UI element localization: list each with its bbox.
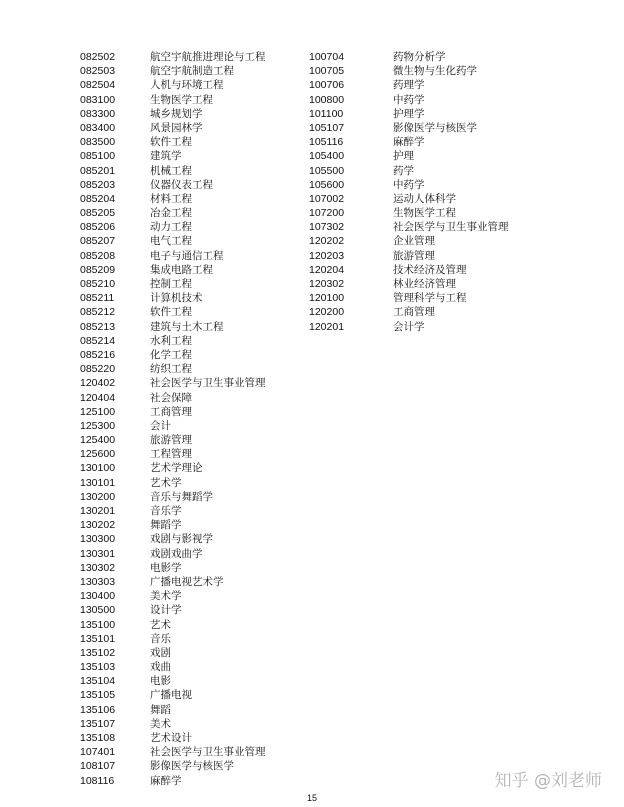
major-code: 100704 [309, 51, 345, 63]
major-name: 技术经济及管理 [393, 263, 467, 276]
list-item [80, 220, 266, 234]
major-name: 设计学 [150, 604, 182, 617]
major-name: 麻醉学 [150, 774, 182, 787]
major-name: 电子与通信工程 [150, 249, 224, 262]
major-name: 生物医学工程 [150, 93, 213, 106]
list-item [309, 164, 509, 178]
major-code: 085214 [80, 334, 116, 347]
list-item [309, 249, 509, 263]
list-item [309, 277, 509, 291]
major-code: 083400 [80, 121, 116, 134]
major-name: 旅游管理 [393, 249, 435, 262]
list-item [80, 447, 266, 461]
major-name: 控制工程 [150, 278, 192, 290]
list-item [309, 93, 509, 107]
major-name: 戏剧戏曲学 [150, 547, 203, 560]
list-item [309, 220, 509, 234]
major-code: 100800 [309, 93, 345, 106]
list-item [80, 149, 266, 163]
list-item [80, 249, 266, 263]
major-name: 中药学 [393, 93, 425, 106]
list-item [80, 206, 266, 220]
right-column [309, 50, 509, 334]
major-name: 艺术设计 [150, 732, 192, 744]
list-item [80, 603, 266, 617]
list-item [80, 419, 266, 433]
major-name: 戏剧与影视学 [150, 533, 213, 546]
list-item [80, 362, 266, 376]
major-name: 电影学 [150, 561, 182, 574]
major-code: 120203 [309, 249, 345, 262]
major-code: 083500 [80, 136, 116, 149]
major-name: 舞蹈学 [150, 519, 182, 532]
major-name: 美术学 [150, 590, 182, 603]
major-name: 会计学 [393, 320, 425, 333]
major-name: 建筑学 [150, 150, 182, 163]
list-item [80, 688, 266, 702]
list-item [80, 618, 266, 632]
major-name: 微生物与生化药学 [393, 65, 477, 78]
major-name: 管理科学与工程 [393, 292, 467, 305]
major-code: 085206 [80, 221, 116, 234]
major-name: 影像医学与核医学 [150, 760, 234, 773]
major-code: 120302 [309, 278, 345, 290]
list-item [80, 376, 266, 390]
major-code: 125400 [80, 434, 116, 447]
list-item [80, 263, 266, 277]
list-item [80, 476, 266, 490]
major-name: 音乐 [150, 632, 171, 645]
left-column [80, 50, 266, 788]
major-code: 085212 [80, 306, 116, 319]
major-code: 108107 [80, 760, 116, 773]
major-name: 城乡规划学 [150, 107, 203, 120]
list-item [80, 178, 266, 192]
list-item [80, 759, 266, 773]
major-code: 107401 [80, 746, 116, 759]
major-code: 100705 [309, 65, 345, 78]
major-name: 软件工程 [150, 306, 192, 319]
major-code: 120200 [309, 306, 345, 319]
major-name: 冶金工程 [150, 207, 192, 220]
list-item [80, 717, 266, 731]
list-item [80, 589, 266, 603]
major-code: 105116 [309, 136, 344, 149]
major-code: 107002 [309, 192, 345, 205]
watermark: 知乎 @刘老师 [494, 771, 602, 791]
list-item [80, 504, 266, 518]
list-item [309, 320, 509, 334]
major-code: 085207 [80, 235, 116, 248]
list-item [309, 305, 509, 319]
major-name: 社会保障 [150, 391, 192, 404]
list-item [80, 561, 266, 575]
list-item [80, 391, 266, 405]
major-name: 软件工程 [150, 136, 192, 149]
list-item [309, 107, 509, 121]
list-item [80, 305, 266, 319]
list-item [80, 135, 266, 149]
list-item [80, 745, 266, 759]
list-item [80, 107, 266, 121]
list-item [309, 263, 509, 277]
list-item [80, 461, 266, 475]
major-name: 电影 [150, 675, 171, 688]
major-name: 电气工程 [150, 235, 192, 248]
list-item [80, 121, 266, 135]
list-item [309, 121, 509, 135]
list-item [80, 660, 266, 674]
major-name: 动力工程 [150, 221, 192, 234]
major-code: 130200 [80, 490, 116, 503]
major-code: 105500 [309, 164, 345, 177]
major-code: 135108 [80, 732, 116, 744]
major-code: 120404 [80, 391, 116, 404]
major-code: 105600 [309, 178, 345, 191]
major-code: 130101 [80, 476, 116, 489]
list-item [309, 78, 509, 92]
major-name: 仪器仪表工程 [150, 178, 213, 191]
major-code: 100706 [309, 79, 345, 92]
major-name: 集成电路工程 [150, 263, 213, 276]
major-code: 120202 [309, 235, 345, 248]
major-name: 广播电视 [150, 689, 192, 702]
major-code: 105107 [309, 121, 345, 134]
major-code: 085220 [80, 363, 116, 376]
major-code: 125300 [80, 419, 116, 432]
major-name: 企业管理 [393, 235, 435, 248]
list-item [309, 149, 509, 163]
list-item [309, 135, 509, 149]
major-name: 社会医学与卫生事业管理 [150, 377, 266, 390]
major-code: 082503 [80, 65, 116, 78]
list-item [80, 405, 266, 419]
major-name: 生物医学工程 [393, 207, 456, 220]
major-name: 麻醉学 [393, 136, 425, 149]
major-name: 护理 [393, 150, 414, 163]
list-item [309, 178, 509, 192]
list-item [80, 192, 266, 206]
major-name: 工商管理 [150, 405, 192, 418]
major-code: 125600 [80, 448, 116, 461]
major-code: 085201 [80, 164, 116, 177]
major-code: 108116 [80, 774, 115, 787]
list-item [80, 547, 266, 561]
major-name: 水利工程 [150, 334, 192, 347]
major-code: 130202 [80, 519, 116, 532]
major-name: 护理学 [393, 107, 425, 120]
major-code: 130303 [80, 575, 116, 588]
list-item [80, 277, 266, 291]
major-code: 120100 [309, 292, 345, 305]
major-name: 广播电视艺术学 [150, 575, 224, 588]
major-code: 085100 [80, 150, 116, 163]
major-name: 工商管理 [393, 306, 435, 319]
major-code: 082504 [80, 79, 116, 92]
major-code: 085213 [80, 320, 116, 333]
list-item [309, 206, 509, 220]
major-name: 运动人体科学 [393, 192, 456, 205]
major-name: 影像医学与核医学 [393, 121, 477, 134]
major-name: 纺织工程 [150, 363, 192, 376]
major-code: 085211 [80, 292, 115, 305]
list-item [80, 731, 266, 745]
major-code: 120204 [309, 263, 345, 276]
major-code: 085209 [80, 263, 116, 276]
major-code: 130300 [80, 533, 116, 546]
major-code: 120201 [309, 320, 345, 333]
major-code: 085208 [80, 249, 116, 262]
major-code: 107302 [309, 221, 345, 234]
list-item [80, 164, 266, 178]
major-code: 107200 [309, 207, 345, 220]
list-item [80, 774, 266, 788]
major-code: 083100 [80, 93, 116, 106]
major-code: 085205 [80, 207, 116, 220]
major-name: 旅游管理 [150, 434, 192, 447]
list-item [80, 703, 266, 717]
list-item [80, 490, 266, 504]
list-item [80, 575, 266, 589]
major-code: 085216 [80, 348, 116, 361]
major-name: 美术 [150, 717, 171, 730]
major-code: 130302 [80, 561, 116, 574]
major-name: 材料工程 [150, 192, 192, 205]
major-code: 101100 [309, 107, 344, 120]
major-code: 135102 [80, 646, 116, 659]
major-name: 航空宇航制造工程 [150, 65, 234, 78]
list-item [80, 50, 266, 64]
major-name: 航空宇航推进理论与工程 [150, 51, 266, 63]
list-item [309, 64, 509, 78]
major-name: 风景园林学 [150, 121, 203, 134]
major-code: 130100 [80, 462, 116, 475]
major-code: 135101 [80, 632, 116, 645]
major-code: 082502 [80, 51, 116, 63]
major-name: 机械工程 [150, 164, 192, 177]
major-code: 130201 [80, 505, 116, 517]
major-code: 135106 [80, 703, 116, 716]
list-item [80, 632, 266, 646]
list-item [80, 518, 266, 532]
major-code: 085204 [80, 192, 116, 205]
major-name: 药物分析学 [393, 51, 446, 63]
list-item [80, 433, 266, 447]
major-name: 人机与环境工程 [150, 79, 224, 92]
major-name: 艺术学理论 [150, 462, 203, 475]
major-name: 药理学 [393, 79, 425, 92]
list-item [80, 646, 266, 660]
page-number: 15 [306, 793, 317, 803]
list-item [80, 532, 266, 546]
list-item [80, 334, 266, 348]
major-code: 130500 [80, 604, 116, 617]
major-code: 135104 [80, 675, 116, 688]
major-name: 工程管理 [150, 448, 192, 461]
major-name: 艺术学 [150, 476, 182, 489]
major-code: 135105 [80, 689, 116, 702]
list-item [309, 50, 509, 64]
major-code: 135107 [80, 717, 116, 730]
major-name: 艺术 [150, 618, 171, 631]
major-name: 社会医学与卫生事业管理 [393, 221, 509, 234]
list-item [80, 291, 266, 305]
list-item [80, 320, 266, 334]
list-item [80, 674, 266, 688]
major-name: 药学 [393, 164, 414, 177]
major-code: 130301 [80, 547, 116, 560]
list-item [80, 93, 266, 107]
major-code: 125100 [80, 405, 116, 418]
major-code: 105400 [309, 150, 345, 163]
list-item [309, 234, 509, 248]
major-name: 社会医学与卫生事业管理 [150, 746, 266, 759]
major-name: 建筑与土木工程 [150, 320, 224, 333]
major-code: 135103 [80, 661, 116, 674]
major-name: 中药学 [393, 178, 425, 191]
list-item [80, 78, 266, 92]
major-name: 化学工程 [150, 348, 192, 361]
major-name: 戏曲 [150, 661, 171, 674]
major-name: 音乐与舞蹈学 [150, 490, 213, 503]
major-code: 120402 [80, 377, 116, 390]
list-item [309, 192, 509, 206]
major-code: 083300 [80, 107, 116, 120]
major-name: 音乐学 [150, 505, 182, 517]
major-code: 135100 [80, 618, 116, 631]
major-code: 085210 [80, 278, 116, 290]
major-code: 085203 [80, 178, 116, 191]
list-item [80, 348, 266, 362]
list-item [80, 64, 266, 78]
major-name: 戏剧 [150, 646, 171, 659]
major-code: 130400 [80, 590, 116, 603]
major-name: 会计 [150, 419, 171, 432]
list-item [80, 234, 266, 248]
major-name: 计算机技术 [150, 292, 203, 305]
major-name: 舞蹈 [150, 703, 171, 716]
major-name: 林业经济管理 [393, 278, 456, 290]
list-item [309, 291, 509, 305]
